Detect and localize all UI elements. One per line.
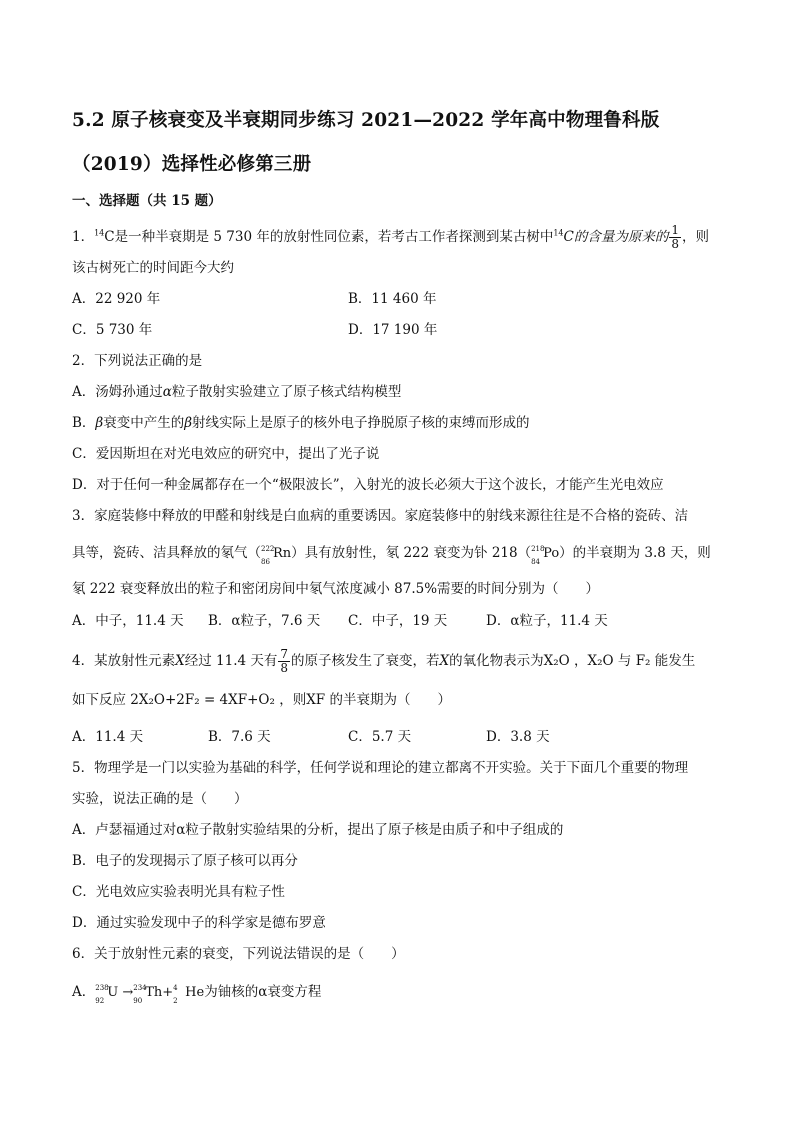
q4-fraction-denominator: 8	[280, 661, 289, 675]
q6-uranium-atomic-number: 92	[95, 997, 105, 1005]
q1-isotope-mass: 14	[94, 228, 105, 238]
q1-stem-line-1	[72, 224, 732, 251]
q1-text-1: C是一种半衰期是 5 730 年的放射性同位素，若考古工作者探测到某古树中	[104, 229, 554, 245]
q2-option-a[interactable]	[72, 382, 732, 402]
q4-option-c[interactable]: C．5.7 天	[348, 729, 412, 745]
q5-option-b[interactable]: B．电子的发现揭示了原子核可以再分	[72, 853, 298, 869]
q4-text-a: 4．某放射性元素	[72, 653, 176, 669]
q3-stem-line-1: 3．家庭装修中释放的甲醛和射线是白血病的重要诱因。家庭装修中的射线来源往往是不合格的瓷砖、洁	[72, 508, 689, 524]
q1-text-3: ，则	[682, 229, 710, 245]
q4-option-b[interactable]: B．7.6 天	[208, 729, 271, 745]
page-title-line-2: （2019）选择性必修第三册	[72, 154, 312, 175]
q3-option-a[interactable]: A．中子，11.4 天	[72, 613, 184, 629]
q6-helium-symbol: He	[185, 985, 205, 1000]
q5-option-c[interactable]: C．光电效应实验表明光具有粒子性	[72, 884, 285, 900]
q6-thorium-atomic-number: 90	[133, 997, 143, 1005]
q3-radon-symbol: Rn	[273, 546, 292, 561]
q5-stem-line-1: 5．物理学是一门以实验为基础的科学，任何学说和理论的建立都离不开实验。关于下面几个重要的物理	[72, 760, 689, 776]
q2-option-d[interactable]: D．对于任何一种金属都存在一个“极限波长”，入射光的波长必须大于这个波长，才能产生光电效应	[72, 477, 664, 493]
q3-radon-nuclide	[261, 544, 291, 564]
q4-text-c: 的原子核发生了衰变，若	[291, 653, 440, 669]
q2-option-b-post: 射线实际上是原子的核外电子挣脱原子核的束缚而形成的	[192, 415, 530, 431]
q3-option-c[interactable]: C．中子，19 天	[348, 613, 448, 629]
q6-helium-mass: 4	[173, 984, 178, 992]
q1-isotope-mass-2: 14	[553, 228, 564, 238]
q1-fraction-numerator: 1	[671, 223, 680, 237]
q1-number: 1．	[72, 229, 95, 245]
q6-helium-nuclide	[173, 983, 204, 1003]
q1-stem-line-2: 该古树死亡的时间距今大约	[72, 260, 234, 276]
q6-thorium-nuclide	[133, 983, 173, 1003]
q3-polonium-mass: 218	[531, 545, 545, 553]
q2-beta-symbol-1: β	[95, 415, 104, 431]
q6-option-a[interactable]	[72, 982, 732, 1003]
section-heading: 一、选择题（共 15 题）	[72, 193, 222, 209]
q3-polonium-symbol: Po	[543, 546, 560, 561]
q4-fraction	[278, 648, 290, 675]
q3-option-d[interactable]: D．α粒子，11.4 天	[486, 613, 608, 629]
q6-thorium-symbol: Th+	[145, 985, 174, 1000]
page-title-line-1: 5.2 原子核衰变及半衰期同步练习 2021—2022 学年高中物理鲁科版	[72, 110, 660, 131]
q4-text-d: 的氧化物表示为	[449, 653, 544, 669]
q4-text-b: 经过 11.4 天有	[184, 653, 278, 669]
q1-option-b[interactable]: B．11 460 年	[348, 291, 437, 307]
q1-option-a[interactable]: A．22 920 年	[72, 291, 161, 307]
q3-polonium-atomic-number: 84	[531, 558, 541, 566]
q3-option-b[interactable]: B．α粒子，7.6 天	[208, 613, 321, 629]
q4-element-x: X	[175, 653, 185, 669]
q4-stem-line-1	[72, 648, 732, 675]
q4-option-d[interactable]: D．3.8 天	[486, 729, 550, 745]
q4-option-a[interactable]: A．11.4 天	[72, 729, 144, 745]
q6-stem: 6．关于放射性元素的衰变，下列说法错误的是（ ）	[72, 946, 405, 962]
q3-radon-atomic-number: 86	[261, 558, 270, 566]
q2-option-b-mid: 衰变中产生的	[103, 415, 185, 431]
q2-stem: 2．下列说法正确的是	[72, 353, 203, 369]
q1-option-c[interactable]: C．5 730 年	[72, 322, 153, 338]
q3-line-2-mid: ）具有放射性，氡 222 衰变为钋 218（	[291, 545, 532, 561]
q2-option-b[interactable]	[72, 413, 732, 433]
q5-option-d[interactable]: D．通过实验发现中子的科学家是德布罗意	[72, 915, 326, 931]
q1-fraction-denominator: 8	[671, 237, 680, 251]
q4-text-e: X₂O ，X₂O 与 F₂ 能发生	[543, 653, 696, 669]
q4-fraction-numerator: 7	[280, 647, 289, 661]
q6-uranium-nuclide	[95, 983, 133, 1003]
q2-option-c[interactable]: C．爱因斯坦在对光电效应的研究中，提出了光子说	[72, 446, 380, 462]
q3-stem-line-2	[72, 543, 732, 564]
q4-stem-line-2: 如下反应 2X₂O+2F₂ = 4XF+O₂ ，则XF 的半衰期为（ ）	[72, 692, 451, 708]
q3-radon-mass: 222	[261, 545, 275, 553]
q4-element-x-2: X	[439, 653, 450, 669]
q5-stem-line-2: 实验，说法正确的是（ ）	[72, 791, 248, 807]
q3-line-2-post: ）的半衰期为 3.8 天，则	[559, 545, 711, 561]
q3-polonium-nuclide	[531, 544, 559, 564]
q2-beta-symbol-2: β	[184, 415, 193, 431]
q6-thorium-mass: 234	[133, 984, 147, 992]
q2-option-a-pre: A．汤姆孙通过	[72, 384, 163, 400]
q1-fraction	[669, 224, 681, 251]
q3-stem-line-3: 氡 222 衰变释放出的粒子和密闭房间中氡气浓度减小 87.5%需要的时间分别为（ ）	[72, 581, 600, 597]
q2-option-b-pre: B．	[72, 415, 96, 431]
q2-option-a-post: 粒子散射实验建立了原子核式结构模型	[171, 384, 402, 400]
q6-uranium-mass: 238	[95, 984, 109, 992]
q6-option-a-pre: A．	[72, 984, 96, 1000]
q3-line-2-pre: 具等，瓷砖、洁具释放的氡气（	[72, 545, 261, 561]
q6-uranium-symbol: U →	[107, 985, 134, 1000]
q1-text-2: C的含量为原来的	[563, 229, 669, 245]
q5-option-a[interactable]: A．卢瑟福通过对α粒子散射实验结果的分析，提出了原子核是由质子和中子组成的	[72, 822, 564, 838]
q6-option-a-post: 为铀核的α衰变方程	[204, 984, 322, 1000]
q6-helium-atomic-number: 2	[173, 997, 178, 1005]
q1-option-d[interactable]: D．17 190 年	[348, 322, 438, 338]
q2-alpha-symbol: α	[162, 384, 172, 400]
